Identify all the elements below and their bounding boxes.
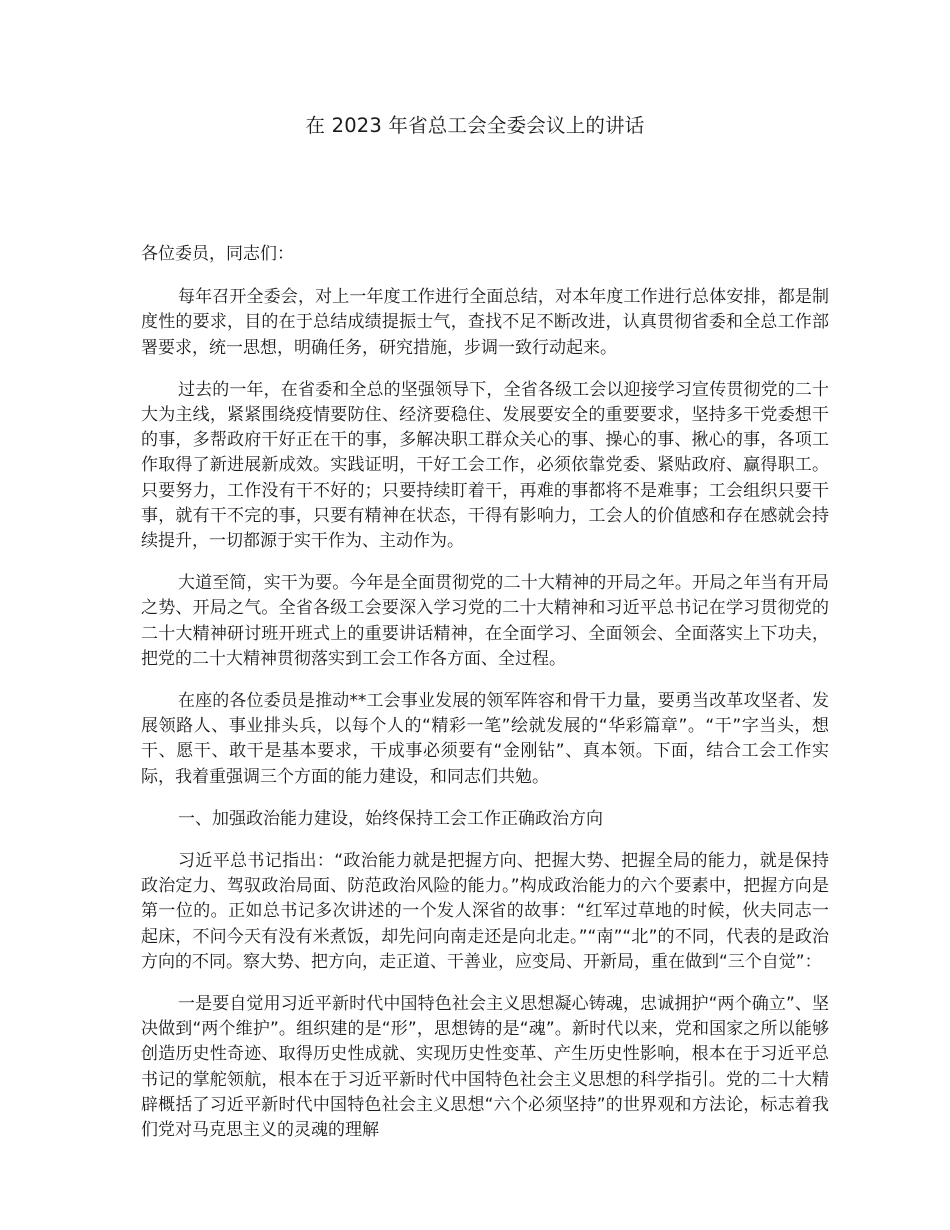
greeting: 各位委员，同志们： — [141, 244, 294, 264]
paragraph: 习近平总书记指出：“政治能力就是把握方向、把握大势、把握全局的能力，就是保持政治定力、驾驭政治局面、防范政治风险的能力。”构成政治能力的六个要素中，把握方向是第一位的。正如总书记多次讲述的一个发人深省的故事：“红军过草地的时候，伙夫同志一起床，不问今天有没有米煮饭，却先问向南走还是向北走。”“南”“北”的不同，代表的是政治方向的不同。察大势、把方向，走正道、干善业，应变局、开新局，重在做到“三个自觉”： — [141, 851, 829, 972]
document-body — [141, 242, 829, 1160]
document-title: 在 2023 年省总工会全委会议上的讲话 — [305, 114, 645, 137]
paragraph: 一是要自觉用习近平新时代中国特色社会主义思想凝心铸魂，忠诚拥护“两个确立”、坚决做到“两个维护”。组织建的是“形”，思想铸的是“魂”。新时代以来，党和国家之所以能够创造历史性奇迹、取得历史性成就、实现历史性变革、产生历史性影响，根本在于习近平总书记的掌舵领航，根本在于习近平新时代中国特色社会主义思想的科学指引。党的二十大精辟概括了习近平新时代中国特色社会主义思想“六个必须坚持”的世界观和方法论，标志着我们党对马克思主义的灵魂的理解 — [141, 994, 829, 1141]
paragraph: 每年召开全委会，对上一年度工作进行全面总结，对本年度工作进行总体安排，都是制度性的要求，目的在于总结成绩提振士气，查找不足不断改进，认真贯彻省委和全总工作部署要求，统一思想，明确任务，研究措施，步调一致行动起来。 — [141, 287, 829, 358]
paragraph: 大道至简，实干为要。今年是全面贯彻党的二十大精神的开局之年。开局之年当有开局之势、开局之气。全省各级工会要深入学习党的二十大精神和习近平总书记在学习贯彻党的二十大精神研讨班开班式上的重要讲话精神，在全面学习、全面领会、全面落实上下功夫，把党的二十大精神贯彻落实到工会工作各方面、全过程。 — [141, 573, 829, 669]
paragraph: 在座的各位委员是推动**工会事业发展的领军阵容和骨干力量，要勇当改革攻坚者、发展领路人、事业排头兵，以每个人的“精彩一笔”绘就发展的“华彩篇章”。“干”字当头，想干、愿干、敢干是基本要求，干成事必须要有“金刚钻”、真本领。下面，结合工会工作实际，我着重强调三个方面的能力建设，和同志们共勉。 — [141, 691, 829, 787]
paragraph: 过去的一年，在省委和全总的坚强领导下，全省各级工会以迎接学习宣传贯彻党的二十大为主线，紧紧围绕疫情要防住、经济要稳住、发展要安全的重要要求，坚持多干党委想干的事，多帮政府干好正在干的事，多解决职工群众关心的事、操心的事、揪心的事，各项工作取得了新进展新成效。实践证明，干好工会工作，必须依靠党委、紧贴政府、赢得职工。只要努力，工作没有干不好的；只要持续盯着干，再难的事都将不是难事；工会组织只要干事，就有干不完的事，只要有精神在状态，干得有影响力，工会人的价值感和存在感就会持续提升，一切都源于实干作为、主动作为。 — [141, 379, 829, 552]
section-heading: 一、加强政治能力建设，始终保持工会工作正确政治方向 — [178, 808, 603, 829]
